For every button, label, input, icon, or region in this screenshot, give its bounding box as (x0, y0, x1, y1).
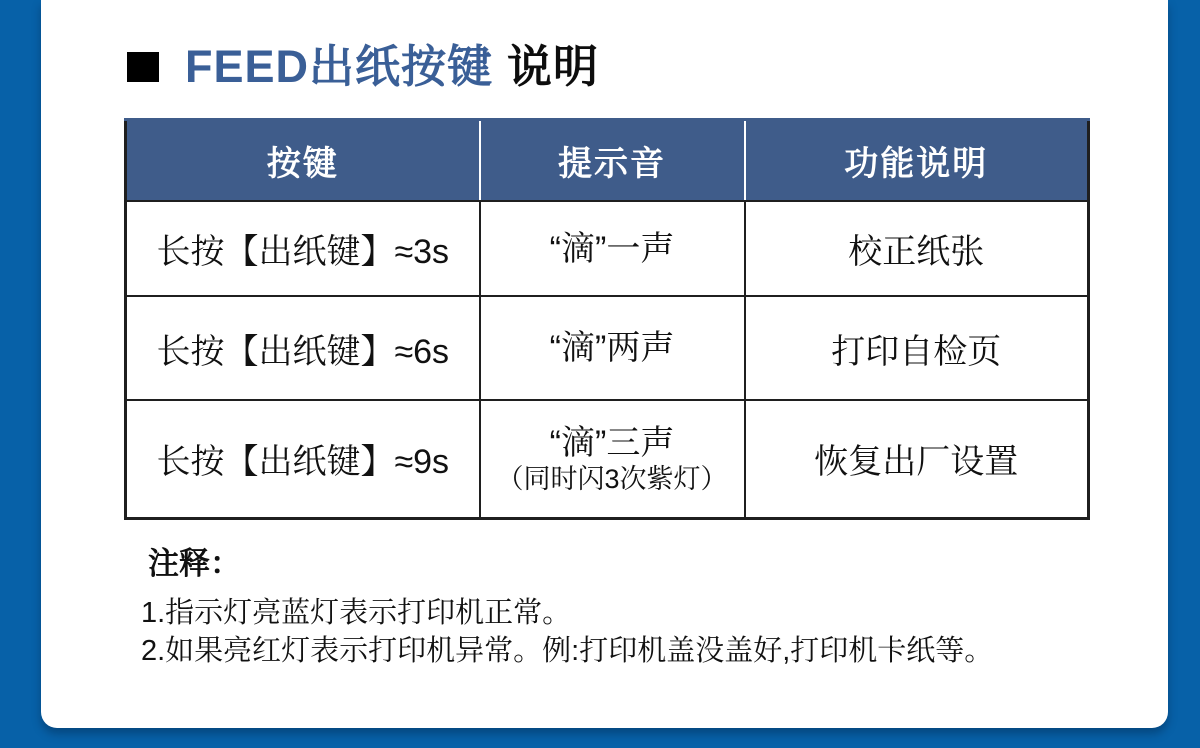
section-title (127, 40, 599, 94)
cell-button-3s: 长按【出纸键】≈3s (126, 201, 480, 296)
cell-function-selftest: 打印自检页 (745, 296, 1089, 400)
note-item-blue-light: 1.指示灯亮蓝灯表示打印机正常。 (141, 597, 572, 629)
table-row (126, 201, 1089, 296)
column-header-function: 功能说明 (745, 120, 1089, 202)
sound-text: “滴”一声 (549, 229, 675, 268)
page-title-rest: 说明 (507, 41, 600, 92)
sound-note: （同时闪3次紫灯） (496, 464, 728, 495)
cell-sound-3beep (480, 400, 745, 518)
content-card (41, 0, 1168, 728)
page-title-highlight: FEED出纸按键 (185, 41, 494, 92)
cell-function-factory-reset: 恢复出厂设置 (745, 400, 1089, 518)
sound-text: “滴”两声 (549, 329, 675, 367)
sound-text: “滴”三声 (549, 424, 675, 463)
note-item-red-light: 2.如果亮红灯表示打印机异常。例:打印机盖没盖好,打印机卡纸等。 (141, 635, 994, 667)
cell-button-6s: 长按【出纸键】≈6s (126, 296, 480, 400)
column-header-sound: 提示音 (480, 120, 745, 202)
table-row (126, 400, 1089, 518)
cell-sound-2beep (480, 296, 745, 400)
cell-button-9s: 长按【出纸键】≈9s (126, 400, 480, 518)
feed-key-table (124, 118, 1090, 520)
column-header-button: 按键 (126, 120, 480, 202)
bullet-square-icon (127, 52, 159, 82)
table-row (126, 296, 1089, 400)
page-title (185, 40, 599, 94)
notes-section (141, 546, 993, 670)
cell-sound-1beep (480, 201, 745, 296)
cell-function-calibrate: 校正纸张 (745, 201, 1089, 296)
table-header-row (126, 120, 1089, 202)
notes-heading: 注释： (148, 546, 241, 581)
